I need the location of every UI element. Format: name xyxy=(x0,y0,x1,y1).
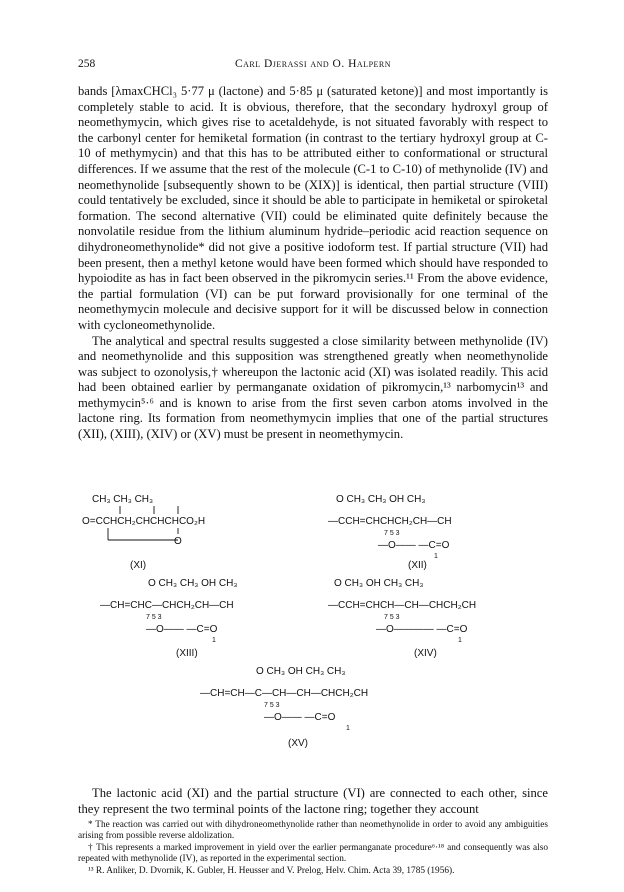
structure-xiii xyxy=(100,578,237,659)
structure-xiv-position-1: 1 xyxy=(458,637,462,644)
structure-xii-numbers: 7 5 3 xyxy=(384,530,400,537)
main-text xyxy=(78,84,548,443)
structure-xv-label: (XV) xyxy=(288,738,308,749)
footnotes xyxy=(78,820,548,877)
structure-xiii-numbers: 7 5 3 xyxy=(146,614,162,621)
structure-xv-top: O CH₃ OH CH₃ CH₃ xyxy=(256,666,346,677)
structure-xiv-bottom: —O———— —C=O xyxy=(376,624,468,635)
footnote-dagger: † This represents a marked improvement in yield over the earlier permanganate procedure⁶·¹⁸ and consequently was also repeated with methynolide (IV), as reported in the experimental section. xyxy=(78,842,548,865)
structure-xiii-bottom: —O—— —C=O xyxy=(146,624,218,635)
chemical-structures xyxy=(78,490,548,780)
structure-xii-label: (XII) xyxy=(408,560,427,571)
paragraph-2: The analytical and spectral results suggested a close similarity between methynolide (IV) and neomethynolide and this supposition was strengthened greatly when neomethynolide was subject to ozonolysis,† whereupon the lactonic acid (XI) was isolated readily. This acid had been obtained earlier by permanganate oxidation of pikromycin,¹³ narbomycin¹³ and methymycin⁵·⁶ and is known to arise from the first seven carbon atoms involved in the lactone ring. Its formation from neomethymycin implies that one of the partial structures (XII), (XIII), (XIV) or (XV) must be present in neomethymycin. xyxy=(78,333,548,442)
structure-xiii-label: (XIII) xyxy=(176,648,198,659)
structure-xii-bottom: —O—— —C=O xyxy=(378,540,450,551)
footnote-asterisk: * The reaction was carried out with dihydroneomethynolide rather than neomethynolide in order to avoid any ambiguities arising from possible reverse aldolization. xyxy=(78,820,548,842)
structure-xv xyxy=(200,666,368,749)
structure-xii-top: O CH₃ CH₃ OH CH₃ xyxy=(336,494,426,505)
structure-xiv xyxy=(328,578,476,659)
structure-xiii-top: O CH₃ CH₃ OH CH₃ xyxy=(148,578,238,589)
structure-xi xyxy=(82,494,205,571)
structure-xv-position-1: 1 xyxy=(346,725,350,732)
structure-xiv-numbers: 7 5 3 xyxy=(384,614,400,621)
paragraph-3-container xyxy=(78,786,548,817)
structure-xi-label: (XI) xyxy=(130,560,147,571)
structure-xi-main: O=CCHCH₂CHCHCHCO₂H xyxy=(82,516,206,527)
structure-xiii-position-1: 1 xyxy=(212,637,216,644)
paragraph-1: bands [λmaxCHCl₃ 5·77 μ (lactone) and 5·85 μ (saturated ketone)] and most importantly is completely stable to acid. It is obvious, therefore, that the secondary hydroxyl group of neomethymycin, which gives rise to acetaldehyde, is not situated favorably with respect to the carbonyl center for hemiketal formation (in contrast to the tertiary hydroxyl group at C-10 of methymycin) and that this has to be attributed either to conformational or structural differences. If we assume that the rest of the molecule (C-1 to C-10) of methynolide (IV) and neomethynolide [subsequently shown to be (XIX)] is identical, then partial structure (VIII) could tentatively be excluded, since it should be able to participate in hemiketal or spiroketal formation. The second alternative (VII) could be eliminated quite definitely because the nonvolatile residue from the lithium aluminum hydride–periodic acid reaction sequence on dihydroneomethynolide* did not give a positive iodoform test. If partial structure (VII) had been present, then a methyl ketone would have been formed which should have responded to hypoiodite as has in fact been observed in the pikromycin series.¹¹ From the above evidence, the partial formulation (VI) can be put forward provisionally for one terminal of the neomethymycin molecule and decisive support for it will be discussed below in connection with cycloneomethynolide. xyxy=(78,84,548,332)
page-number: 258 xyxy=(78,58,96,70)
structure-xii-position-1: 1 xyxy=(434,553,438,560)
paragraph-3: The lactonic acid (XI) and the partial structure (VI) are connected to each other, since they represent the two terminal points of the lactone ring; together they account xyxy=(78,786,548,816)
structure-xiv-top: O CH₃ OH CH₃ CH₃ xyxy=(334,578,424,589)
footnote-13: ¹³ R. Anliker, D. Dvornik, K. Gubler, H. Heusser and V. Prelog, Helv. Chim. Acta 39, 1785 (1956). xyxy=(88,865,455,876)
structure-xiii-main: —CH=CHC—CHCH₂CH—CH xyxy=(100,600,234,611)
structure-xii-main: —CCH=CHCHCH₂CH—CH xyxy=(328,516,452,527)
running-head-authors: Carl Djerassi and O. Halpern xyxy=(234,58,392,70)
structures-figure xyxy=(78,490,548,780)
structure-xiv-label: (XIV) xyxy=(414,648,437,659)
structure-xv-bottom: —O—— —C=O xyxy=(264,712,336,723)
structure-xv-main: —CH=CH—C—CH—CH—CHCH₂CH xyxy=(200,688,369,699)
structure-xi-top: CH₃ CH₃ CH₃ xyxy=(92,494,154,505)
structure-xv-numbers: 7 5 3 xyxy=(264,702,280,709)
structure-xi-ring-o: O xyxy=(174,536,182,547)
structure-xii xyxy=(328,494,452,571)
structure-xiv-main: —CCH=CHCH—CH—CHCH₂CH xyxy=(328,600,477,611)
